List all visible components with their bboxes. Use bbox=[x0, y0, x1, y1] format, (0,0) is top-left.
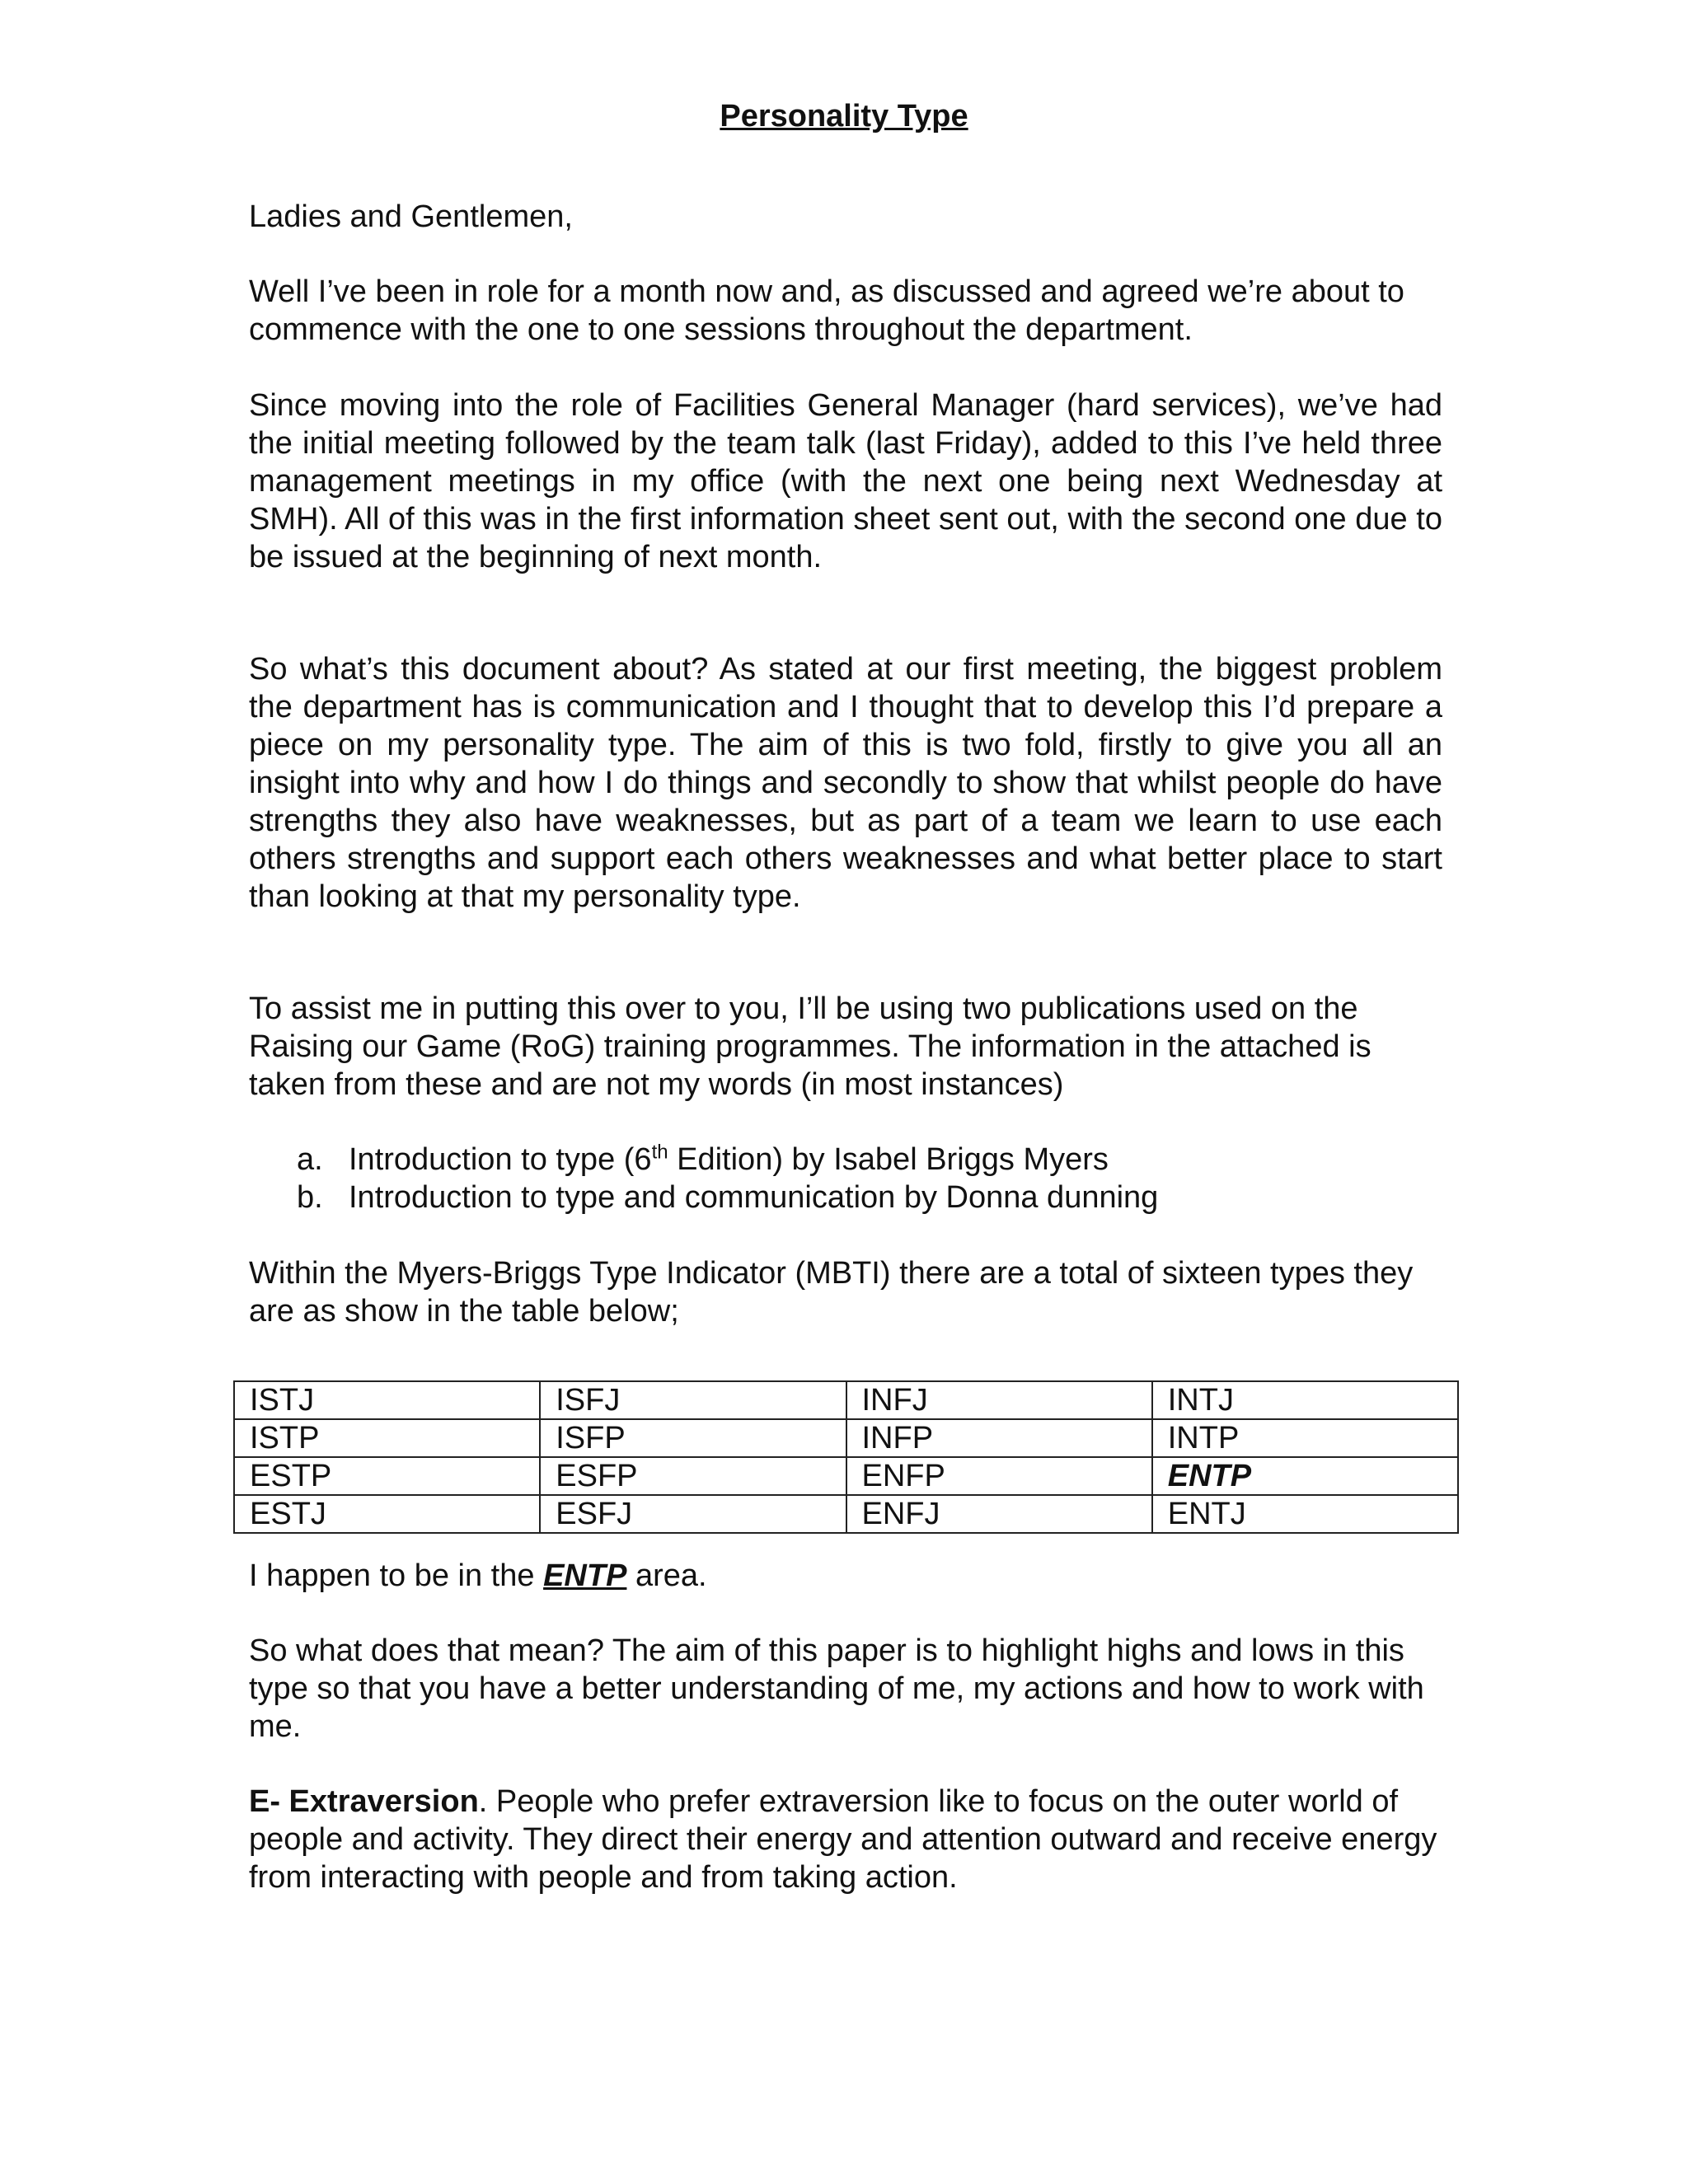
table-cell-highlighted: ENTP bbox=[1152, 1457, 1458, 1495]
publication-title: Introduction to type and communication by Donna dunning bbox=[349, 1180, 1159, 1215]
paragraph-intro: Well I’ve been in role for a month now and, as discussed and agreed we’re about to commence with the one to one sessions throughout the department. bbox=[249, 274, 1404, 347]
publication-title: Introduction to type (6th Edition) by Isabel Briggs Myers bbox=[349, 1141, 1109, 1177]
table-cell: INTJ bbox=[1152, 1381, 1458, 1419]
table-row bbox=[234, 1457, 1458, 1495]
publications-list bbox=[249, 1141, 1442, 1216]
paragraph-role: Since moving into the role of Facilities General Manager (hard services), we’ve had the initial meeting followed by the team talk (last Friday), added to this I’ve held three management meetings in my office (with the next one being next Wednesday at SMH). All of this was in the first information sheet sent out, with the second one due to be issued at the beginning of next month. bbox=[249, 388, 1442, 574]
list-item bbox=[249, 1179, 1442, 1216]
table-cell: ESFP bbox=[540, 1457, 846, 1495]
table-cell: ISTP bbox=[234, 1419, 540, 1457]
table-cell: ENTJ bbox=[1152, 1495, 1458, 1533]
page-title: Personality Type bbox=[720, 99, 968, 134]
salutation: Ladies and Gentlemen, bbox=[249, 199, 573, 234]
table-cell: ISFJ bbox=[540, 1381, 846, 1419]
paragraph-mbti: Within the Myers-Briggs Type Indicator (MBTI) there are a total of sixteen types they are as show in the table below; bbox=[249, 1256, 1414, 1329]
table-row bbox=[234, 1495, 1458, 1533]
paragraph-extraversion: E- Extraversion. People who prefer extraversion like to focus on the outer world of people and activity. They direct their energy and attention outward and receive energy from interacting with people and from taking action. bbox=[249, 1784, 1437, 1895]
paragraph-my-type: I happen to be in the ENTP area. bbox=[249, 1558, 707, 1593]
table-cell: INTP bbox=[1152, 1419, 1458, 1457]
table-cell: INFP bbox=[846, 1419, 1152, 1457]
list-item bbox=[249, 1141, 1442, 1179]
table-row bbox=[234, 1381, 1458, 1419]
table-cell: ESTJ bbox=[234, 1495, 540, 1533]
paragraph-publications-intro: To assist me in putting this over to you, I’ll be using two publications used on the Raising our Game (RoG) training programmes. The information in the attached is taken from these and are not my words (in most instances) bbox=[249, 991, 1372, 1102]
list-marker: a. bbox=[297, 1142, 323, 1177]
table-cell: ISFP bbox=[540, 1419, 846, 1457]
paragraph-purpose: So what’s this document about? As stated at our first meeting, the biggest problem the department has is communication and I thought that to develop this I’d prepare a piece on my personality type. The aim of this is two fold, firstly to give you all an insight into why and how I do things and secondly to show that whilst people do have strengths they also have weaknesses, but as part of a team we learn to use each others strengths and support each others weaknesses and what better place to start than looking at that my personality type. bbox=[249, 652, 1442, 914]
paragraph-meaning: So what does that mean? The aim of this paper is to highlight highs and lows in this type so that you have a better understanding of me, my actions and how to work with me. bbox=[249, 1633, 1424, 1744]
table-cell: INFJ bbox=[846, 1381, 1152, 1419]
table-cell: ISTJ bbox=[234, 1381, 540, 1419]
table-row bbox=[234, 1419, 1458, 1457]
table-cell: ESFJ bbox=[540, 1495, 846, 1533]
my-type-highlight: ENTP bbox=[543, 1558, 627, 1593]
mbti-type-table bbox=[233, 1380, 1459, 1534]
extraversion-heading: E- Extraversion bbox=[249, 1784, 479, 1819]
list-marker: b. bbox=[297, 1180, 323, 1215]
table-cell: ENFJ bbox=[846, 1495, 1152, 1533]
table-cell: ENFP bbox=[846, 1457, 1152, 1495]
table-cell: ESTP bbox=[234, 1457, 540, 1495]
